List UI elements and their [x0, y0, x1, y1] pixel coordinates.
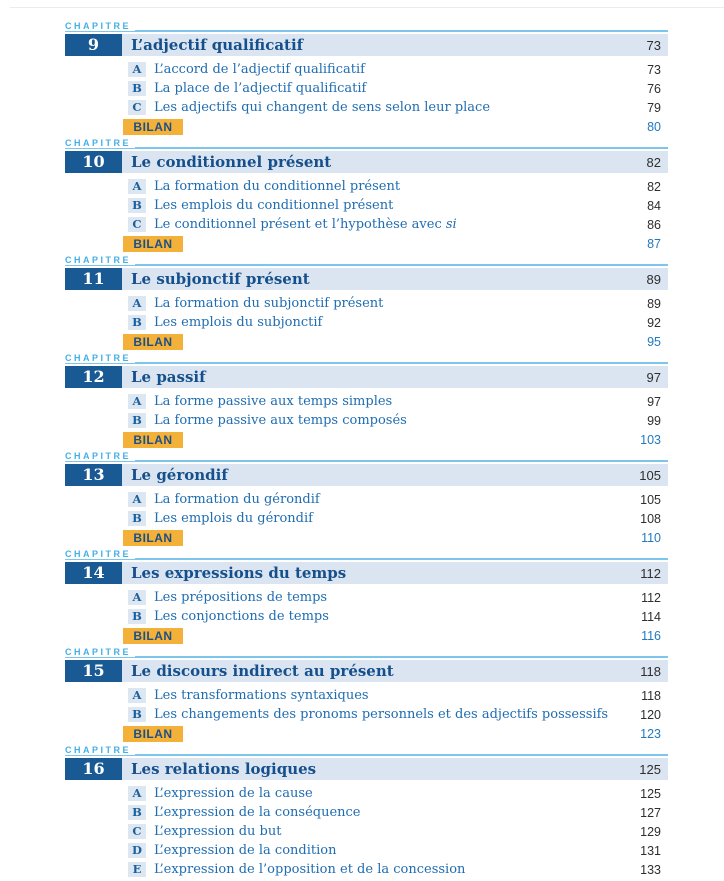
section-letter-badge: C	[128, 100, 146, 115]
chapter-number-badge: 13	[65, 464, 122, 486]
chapter-number-badge: 14	[65, 562, 122, 584]
chapter-block	[65, 450, 668, 546]
section-letter-badge: A	[128, 786, 146, 801]
table-of-contents	[65, 20, 668, 881]
section-row	[65, 822, 668, 841]
section-letter-badge: C	[128, 217, 146, 232]
chapter-header	[65, 34, 668, 56]
section-page-number: 108	[640, 511, 661, 526]
page-edge-line	[10, 7, 724, 8]
section-title	[154, 315, 647, 330]
chapitre-label: CHAPITRE	[65, 746, 135, 755]
chapter-title: Le gérondif	[131, 466, 228, 484]
chapter-header	[65, 464, 668, 486]
section-title	[154, 198, 647, 213]
chapitre-rule	[65, 30, 668, 32]
section-title-text: Le conditionnel présent et l’hypothèse avec	[154, 217, 446, 232]
section-title-text: Les conjonctions de temps	[154, 609, 329, 624]
section-row	[65, 98, 668, 117]
section-letter-badge: A	[128, 590, 146, 605]
section-page-number: 73	[647, 62, 661, 77]
bilan-badge: BILAN	[123, 119, 183, 135]
section-letter-badge: A	[128, 394, 146, 409]
section-title-text: Les emplois du subjonctif	[154, 315, 323, 330]
section-title	[154, 100, 647, 115]
bilan-row	[65, 333, 668, 350]
bilan-row	[65, 431, 668, 448]
bilan-badge: BILAN	[123, 726, 183, 742]
chapitre-label-row	[65, 646, 668, 658]
chapter-header	[65, 758, 668, 780]
section-title-italic: si	[445, 217, 457, 232]
chapter-header	[65, 268, 668, 290]
section-row	[65, 196, 668, 215]
chapter-header	[65, 151, 668, 173]
section-letter-badge: B	[128, 413, 146, 428]
section-title	[154, 609, 641, 624]
section-title	[154, 590, 641, 605]
section-page-number: 84	[647, 198, 661, 213]
section-row	[65, 411, 668, 430]
section-letter-badge: A	[128, 179, 146, 194]
chapter-page-number: 112	[640, 565, 661, 581]
chapitre-label: CHAPITRE	[65, 452, 135, 461]
bilan-page-number: 80	[647, 119, 661, 134]
section-letter-badge: B	[128, 609, 146, 624]
bilan-badge: BILAN	[123, 334, 183, 350]
section-letter-badge: A	[128, 492, 146, 507]
section-row	[65, 841, 668, 860]
section-letter-badge: A	[128, 296, 146, 311]
chapitre-label: CHAPITRE	[65, 354, 135, 363]
chapter-title: Le passif	[131, 368, 206, 386]
chapter-page-number: 82	[646, 154, 661, 170]
chapter-number-badge: 10	[65, 151, 122, 173]
chapitre-label-row	[65, 20, 668, 32]
section-title	[154, 805, 640, 820]
chapter-page-number: 118	[640, 663, 661, 679]
section-title-text: L’accord de l’adjectif qualificatif	[154, 62, 365, 77]
bilan-badge: BILAN	[123, 628, 183, 644]
chapitre-label: CHAPITRE	[65, 648, 135, 657]
chapter-header	[65, 366, 668, 388]
section-row	[65, 803, 668, 822]
section-letter-badge: A	[128, 62, 146, 77]
section-letter-badge: C	[128, 824, 146, 839]
chapitre-rule	[65, 362, 668, 364]
section-row	[65, 79, 668, 98]
section-letter-badge: A	[128, 688, 146, 703]
bilan-page-number: 95	[647, 334, 661, 349]
chapitre-label-row	[65, 450, 668, 462]
section-title	[154, 843, 640, 858]
section-title-text: La forme passive aux temps simples	[154, 394, 393, 409]
section-list	[65, 392, 668, 430]
section-title-text: Les prépositions de temps	[154, 590, 328, 605]
section-letter-badge: B	[128, 707, 146, 722]
section-page-number: 114	[641, 609, 661, 624]
chapter-block	[65, 137, 668, 252]
section-row	[65, 215, 668, 234]
chapitre-label-row	[65, 352, 668, 364]
chapter-number-badge: 16	[65, 758, 122, 780]
section-row	[65, 705, 668, 724]
chapter-title: Les expressions du temps	[131, 564, 347, 582]
chapter-block	[65, 20, 668, 135]
section-list	[65, 294, 668, 332]
section-title	[154, 511, 640, 526]
section-title	[154, 217, 647, 232]
section-list	[65, 686, 668, 724]
bilan-badge: BILAN	[123, 236, 183, 252]
chapitre-rule	[65, 264, 668, 266]
chapitre-label-row	[65, 744, 668, 756]
section-title	[154, 688, 641, 703]
bilan-row	[65, 118, 668, 135]
chapter-page-number: 89	[646, 271, 661, 287]
section-title	[154, 707, 640, 722]
section-list	[65, 490, 668, 528]
section-letter-badge: B	[128, 198, 146, 213]
chapitre-label: CHAPITRE	[65, 256, 135, 265]
chapitre-rule	[65, 558, 668, 560]
section-title	[154, 296, 647, 311]
section-title-text: L’expression de la conséquence	[154, 805, 361, 820]
section-row	[65, 784, 668, 803]
section-page-number: 92	[647, 315, 661, 330]
chapter-block	[65, 744, 668, 879]
section-page-number: 120	[640, 707, 661, 722]
section-row	[65, 860, 668, 879]
chapitre-rule	[65, 754, 668, 756]
section-list	[65, 177, 668, 234]
section-title	[154, 786, 640, 801]
chapter-page-number: 73	[646, 37, 661, 53]
section-title	[154, 824, 640, 839]
section-title	[154, 492, 640, 507]
section-row	[65, 177, 668, 196]
chapter-title: L’adjectif qualificatif	[131, 36, 304, 54]
section-title-text: Les transformations syntaxiques	[154, 688, 369, 703]
chapitre-label-row	[65, 137, 668, 149]
section-title-text: La forme passive aux temps composés	[154, 413, 407, 428]
section-row	[65, 294, 668, 313]
chapitre-rule	[65, 656, 668, 658]
bilan-row	[65, 235, 668, 252]
section-page-number: 99	[647, 413, 661, 428]
section-letter-badge: B	[128, 805, 146, 820]
chapitre-label: CHAPITRE	[65, 22, 135, 31]
bilan-page-number: 87	[647, 236, 661, 251]
chapter-page-number: 97	[646, 369, 661, 385]
chapter-title: Le subjonctif présent	[131, 270, 310, 288]
section-page-number: 118	[641, 688, 661, 703]
section-row	[65, 588, 668, 607]
chapitre-label-row	[65, 254, 668, 266]
section-page-number: 97	[647, 394, 661, 409]
chapitre-rule	[65, 147, 668, 149]
section-letter-badge: B	[128, 511, 146, 526]
chapter-block	[65, 646, 668, 742]
chapter-title: Le discours indirect au présent	[131, 662, 394, 680]
chapter-page-number: 125	[639, 761, 661, 777]
bilan-badge: BILAN	[123, 432, 183, 448]
chapter-number-badge: 11	[65, 268, 122, 290]
chapitre-label: CHAPITRE	[65, 550, 135, 559]
bilan-badge: BILAN	[123, 530, 183, 546]
bilan-page-number: 123	[640, 726, 661, 741]
bilan-page-number: 103	[640, 432, 661, 447]
chapitre-rule	[65, 460, 668, 462]
section-page-number: 79	[647, 100, 661, 115]
section-list	[65, 784, 668, 879]
chapitre-label-row	[65, 548, 668, 560]
chapter-title: Les relations logiques	[131, 760, 317, 778]
section-row	[65, 490, 668, 509]
section-title-text: Les emplois du conditionnel présent	[154, 198, 394, 213]
section-title-text: La place de l’adjectif qualificatif	[154, 81, 367, 96]
bilan-page-number: 116	[641, 628, 661, 643]
section-row	[65, 509, 668, 528]
section-title-text: La formation du subjonctif présent	[154, 296, 384, 311]
section-title-text: L’expression de la cause	[154, 786, 313, 801]
section-title	[154, 862, 640, 877]
section-title-text: L’expression de la condition	[154, 843, 337, 858]
chapter-page-number: 105	[639, 467, 661, 483]
section-letter-badge: B	[128, 81, 146, 96]
section-title	[154, 62, 647, 77]
section-row	[65, 60, 668, 79]
section-title-text: L’expression du but	[154, 824, 282, 839]
section-list	[65, 588, 668, 626]
section-title-text: Les changements des pronoms personnels et des adjectifs possessifs	[154, 707, 609, 722]
section-title-text: L’expression de l’opposition et de la concession	[154, 862, 466, 877]
bilan-page-number: 110	[641, 530, 661, 545]
section-title	[154, 81, 647, 96]
section-letter-badge: E	[128, 862, 146, 877]
section-title	[154, 394, 647, 409]
chapter-number-badge: 12	[65, 366, 122, 388]
section-row	[65, 392, 668, 411]
section-page-number: 127	[640, 805, 661, 820]
chapter-title: Le conditionnel présent	[131, 153, 332, 171]
section-title-text: Les emplois du gérondif	[154, 511, 313, 526]
section-page-number: 131	[640, 843, 661, 858]
section-letter-badge: D	[128, 843, 146, 858]
bilan-row	[65, 627, 668, 644]
chapitre-label: CHAPITRE	[65, 139, 135, 148]
section-row	[65, 686, 668, 705]
section-page-number: 89	[647, 296, 661, 311]
section-page-number: 125	[640, 786, 661, 801]
section-title	[154, 179, 647, 194]
chapter-number-badge: 9	[65, 34, 122, 56]
section-title-text: La formation du gérondif	[154, 492, 320, 507]
section-page-number: 112	[641, 590, 661, 605]
chapter-number-badge: 15	[65, 660, 122, 682]
chapter-block	[65, 254, 668, 350]
section-page-number: 105	[640, 492, 661, 507]
section-list	[65, 60, 668, 117]
section-page-number: 133	[640, 862, 661, 877]
section-title-text: Les adjectifs qui changent de sens selon leur place	[154, 100, 491, 115]
section-page-number: 76	[647, 81, 661, 96]
section-title	[154, 413, 647, 428]
bilan-row	[65, 529, 668, 546]
bilan-row	[65, 725, 668, 742]
chapter-header	[65, 562, 668, 584]
section-page-number: 129	[640, 824, 661, 839]
chapter-header	[65, 660, 668, 682]
section-page-number: 82	[647, 179, 661, 194]
section-row	[65, 313, 668, 332]
section-row	[65, 607, 668, 626]
chapter-block	[65, 352, 668, 448]
section-letter-badge: B	[128, 315, 146, 330]
section-title-text: La formation du conditionnel présent	[154, 179, 401, 194]
chapter-block	[65, 548, 668, 644]
section-page-number: 86	[647, 217, 661, 232]
